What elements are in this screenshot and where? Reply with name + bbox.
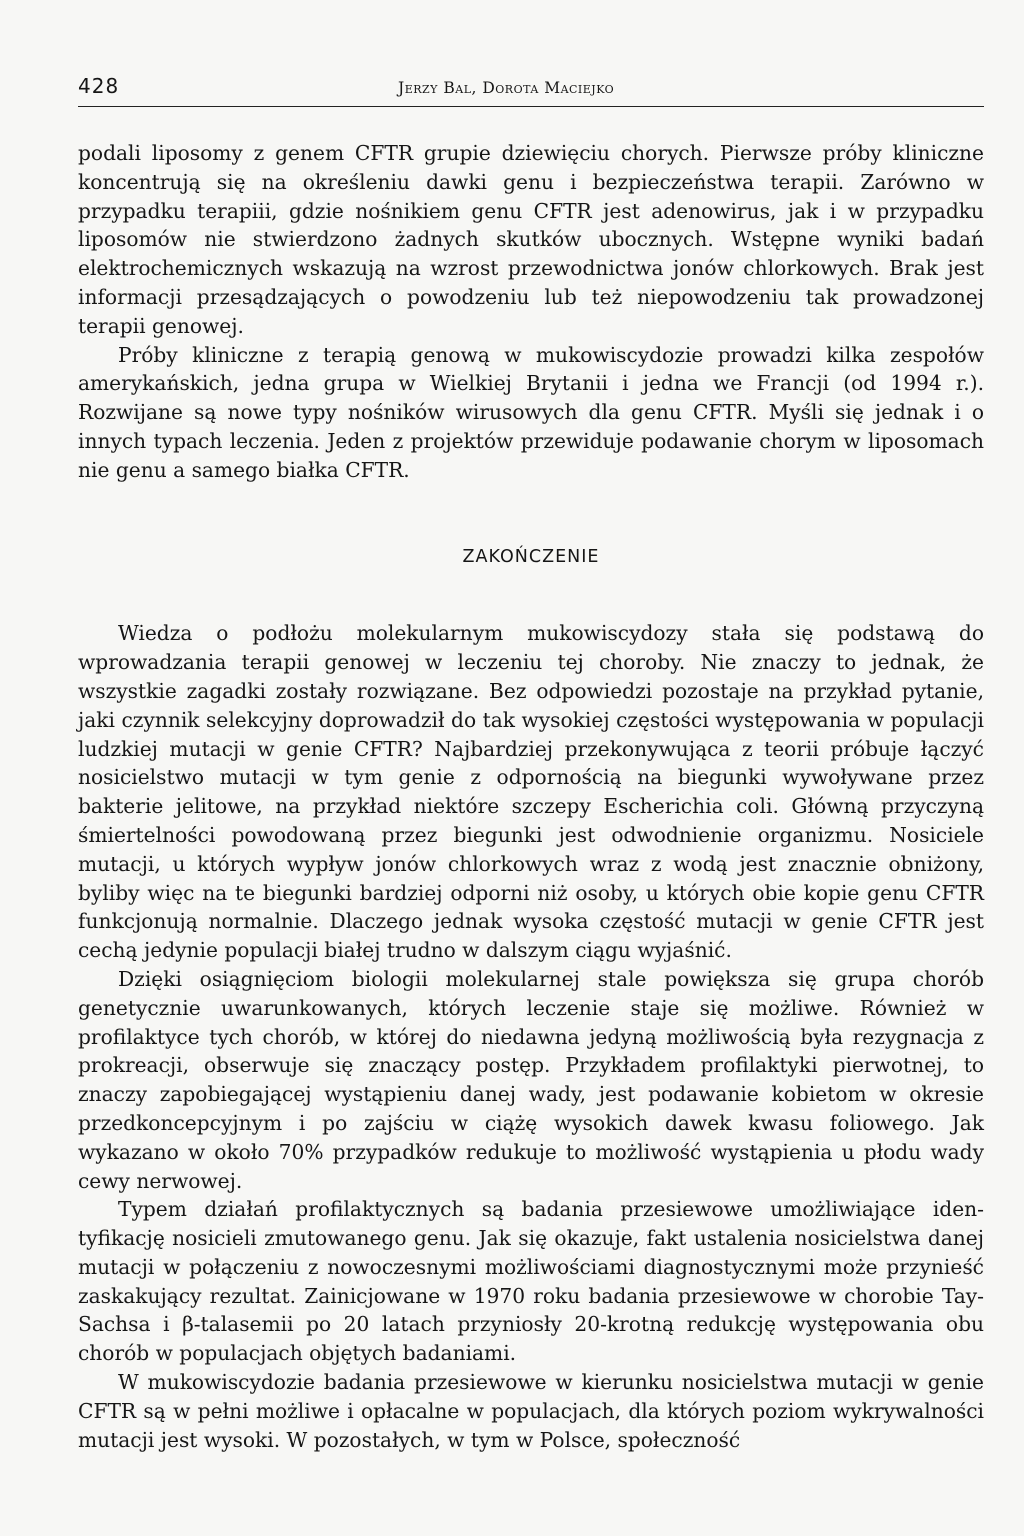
- running-header-authors: Jerzy Bal, Dorota Maciejko: [398, 79, 615, 97]
- paragraph: W mukowiscydozie badania przesiewowe w kierunku nosicielstwa mutacji w genie CFTR są w pełni możliwe i opłacalne w populacjach, dla których poziom wykrywalności mutacji jest wysoki. W pozostałych, w tym w Polsce, społeczność: [78, 1370, 984, 1452]
- running-header: [78, 72, 984, 107]
- paragraph: Typem działań profilaktycznych są badania przesiewowe umożliwiające identyfikację nosicieli zmutowanego genu. Jak się okazuje, fakt ustalenia nosicielstwa danej mutacji w połączeniu z nowoczesnymi możliwościami diagnostycznymi może przynieść zaskakujący rezultat. Zainicjowane w 1970 roku badania przesiewowe w chorobie Tay-Sachsa i β-talasemii po 20 latach przyniosły 20-krotną redukcję występowania obu chorób w populacjach objętych badaniami.: [78, 1197, 984, 1366]
- paragraph: Dzięki osiągnięciom biologii molekularnej stale powiększa się grupa chorób genetycznie uwarunkowanych, których leczenie staje się możliwe. Również w profilaktyce tych chorób, w której do niedawna jedyną możliwością była rezygnacja z prokreacji, obserwuje się znaczący postęp. Przykładem profilaktyki pierwotnej, to znaczy zapobiegającej wystąpieniu danej wady, jest podawanie kobietom w okresie przedkoncepcyjnym i po zajściu w ciążę wysokich dawek kwasu foliowego. Jak wykazano w około 70% przypadków redukuje to możliwość wystąpienia u płodu wady cewy nerwowej.: [78, 966, 984, 1193]
- paragraph: Próby kliniczne z terapią genową w mukowiscydozie prowadzi kilka zespołów amerykańskich, jedna grupa w Wielkiej Brytanii i jedna we Francji (od 1994 r.). Rozwijane są nowe typy nośników wirusowych dla genu CFTR. Myśli się jednak i o innych typach leczenia. Jeden z projektów przewiduje podawanie chorym w liposomach nie genu a samego białka CFTR.: [78, 342, 984, 482]
- body-text: [78, 139, 984, 1454]
- paragraph: Wiedza o podłożu molekularnym mukowiscydozy stała się podstawą do wprowadzania terapii genowej w leczeniu tej choroby. Nie znaczy to jednak, że wszystkie zagadki zostały rozwiązane. Bez odpowiedzi pozostaje na przykład pytanie, jaki czynnik selekcyjny doprowadził do tak wysokiej częstości występowania w populacji ludzkiej mutacji w genie CFTR? Najbardziej przekonywująca z teorii próbuje łączyć nosicielstwo mutacji w tym genie z odpornością na biegunki wywoływane przez bakterie jelitowe, na przykład niektóre szczepy Escherichia coli. Główną przyczyną śmiertelności powodowaną przez biegunki jest odwodnienie organizmu. Nosiciele mutacji, u których wypływ jonów chlorkowych wraz z wodą jest znacznie obniżony, byliby więc na te biegunki bardziej odporni niż osoby, u których obie kopie genu CFTR funkcjonują normalnie. Dlaczego jednak wysoka częstość mutacji w genie CFTR jest cechą jedynie populacji białej trudno w dalszym ciągu wyjaśnić.: [78, 621, 984, 963]
- paragraph: podali liposomy z genem CFTR grupie dziewięciu chorych. Pierwsze próby kliniczne koncentrują się na określeniu dawki genu i bezpieczeństwa terapii. Zarówno w przypadku terapiii, gdzie nośnikiem genu CFTR jest adenowirus, jak i w przypadku liposomów nie stwierdzono żadnych skutków ubocznych. Wstępne wyniki badań elektrochemicznych wskazują na wzrost przewodnictwa jonów chlorkowych. Brak jest informacji przesądzających o powodzeniu lub też niepowodzeniu tak prowadzonej terapii genowej.: [78, 141, 984, 338]
- document-page: [78, 72, 984, 1454]
- section-heading: ZAKOŃCZENIE: [462, 546, 600, 567]
- page-number: 428: [78, 74, 120, 98]
